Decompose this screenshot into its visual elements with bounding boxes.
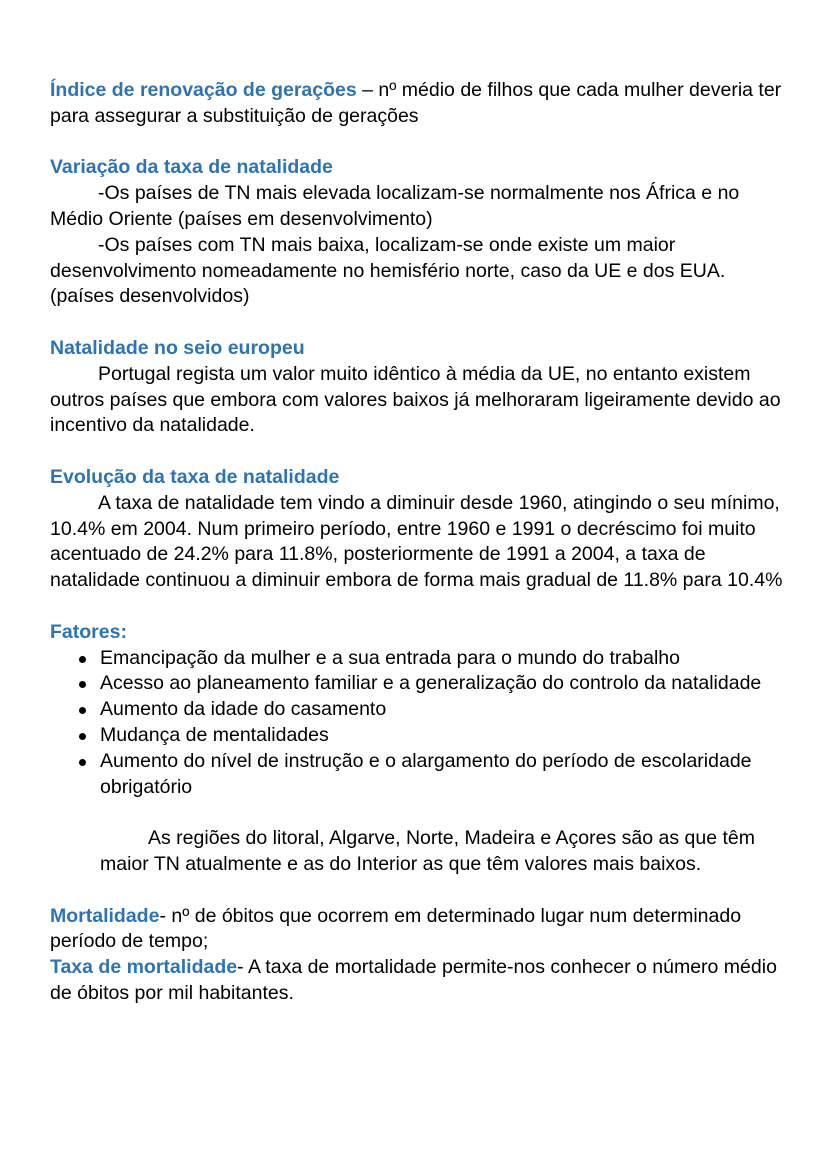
mortalidade-paragraph <box>50 904 790 956</box>
list-item-text: Emancipação da mulher e a sua entrada para o mundo do trabalho <box>100 646 680 669</box>
list-item <box>50 646 790 672</box>
list-item <box>50 723 790 749</box>
taxa-mortalidade-term: Taxa de mortalidade <box>50 956 238 979</box>
list-item-text: Aumento do nível de instrução e o alargamento do período de escolaridade obrigatório <box>100 749 752 798</box>
bullet-icon <box>79 707 86 714</box>
fatores-heading: Fatores: <box>50 620 127 643</box>
renovacao-paragraph <box>50 78 790 130</box>
document-page <box>50 78 790 1007</box>
bullet-icon <box>79 759 86 766</box>
list-item-text: Acesso ao planeamento familiar e a generalização do controlo da natalidade <box>100 672 762 695</box>
renovacao-definition: – nº médio de filhos que cada mulher deveria ter para assegurar a substituição de gerações <box>50 79 782 127</box>
evolucao-heading: Evolução da taxa de natalidade <box>50 465 340 488</box>
variacao-paragraph-2: -Os países com TN mais baixa, localizam-se onde existe um maior desenvolvimento nomeadamente no hemisfério norte, caso da UE e dos EUA. (países desenvolvidos) <box>50 233 726 308</box>
list-item <box>50 697 790 723</box>
renovacao-term: Índice de renovação de gerações <box>50 79 357 101</box>
variacao-paragraph-1: -Os países de TN mais elevada localizam-se normalmente nos África e no Médio Oriente (países em desenvolvimento) <box>50 182 740 230</box>
list-item <box>50 671 790 697</box>
bullet-icon <box>79 681 86 688</box>
evolucao-paragraph: A taxa de natalidade tem vindo a diminuir desde 1960, atingindo o seu mínimo, 10.4% em 2004. Num primeiro período, entre 1960 e 1991 o decréscimo foi muito acentuado de 24.2% para 11.8%, posteriormente de 1991 a 2004, a taxa de natalidade continuou a diminuir embora de forma mais gradual de 11.8% para 10.4% <box>50 491 783 592</box>
bullet-icon <box>79 733 86 740</box>
mortalidade-term: Mortalidade <box>50 904 160 927</box>
taxa-mortalidade-definition: - A taxa de mortalidade permite-nos conhecer o número médio de óbitos por mil habitantes. <box>50 956 777 1004</box>
bullet-icon <box>79 656 86 663</box>
mortalidade-definition: - nº de óbitos que ocorrem em determinado lugar num determinado período de tempo; <box>50 904 742 953</box>
europeu-heading: Natalidade no seio europeu <box>50 336 305 359</box>
europeu-paragraph: Portugal regista um valor muito idêntico à média da UE, no entanto existem outros países que embora com valores baixos já melhoraram ligeiramente devido ao incentivo da natalidade. <box>50 362 781 437</box>
fatores-list <box>50 646 790 801</box>
taxa-mortalidade-paragraph <box>50 955 790 1007</box>
regioes-paragraph: As regiões do litoral, Algarve, Norte, Madeira e Açores são as que têm maior TN atualmente e as do Interior as que têm valores mais baixos. <box>100 827 755 875</box>
list-item-text: Aumento da idade do casamento <box>100 698 387 721</box>
variacao-heading: Variação da taxa de natalidade <box>50 156 333 179</box>
list-item-text: Mudança de mentalidades <box>100 723 329 746</box>
list-item <box>50 749 790 801</box>
